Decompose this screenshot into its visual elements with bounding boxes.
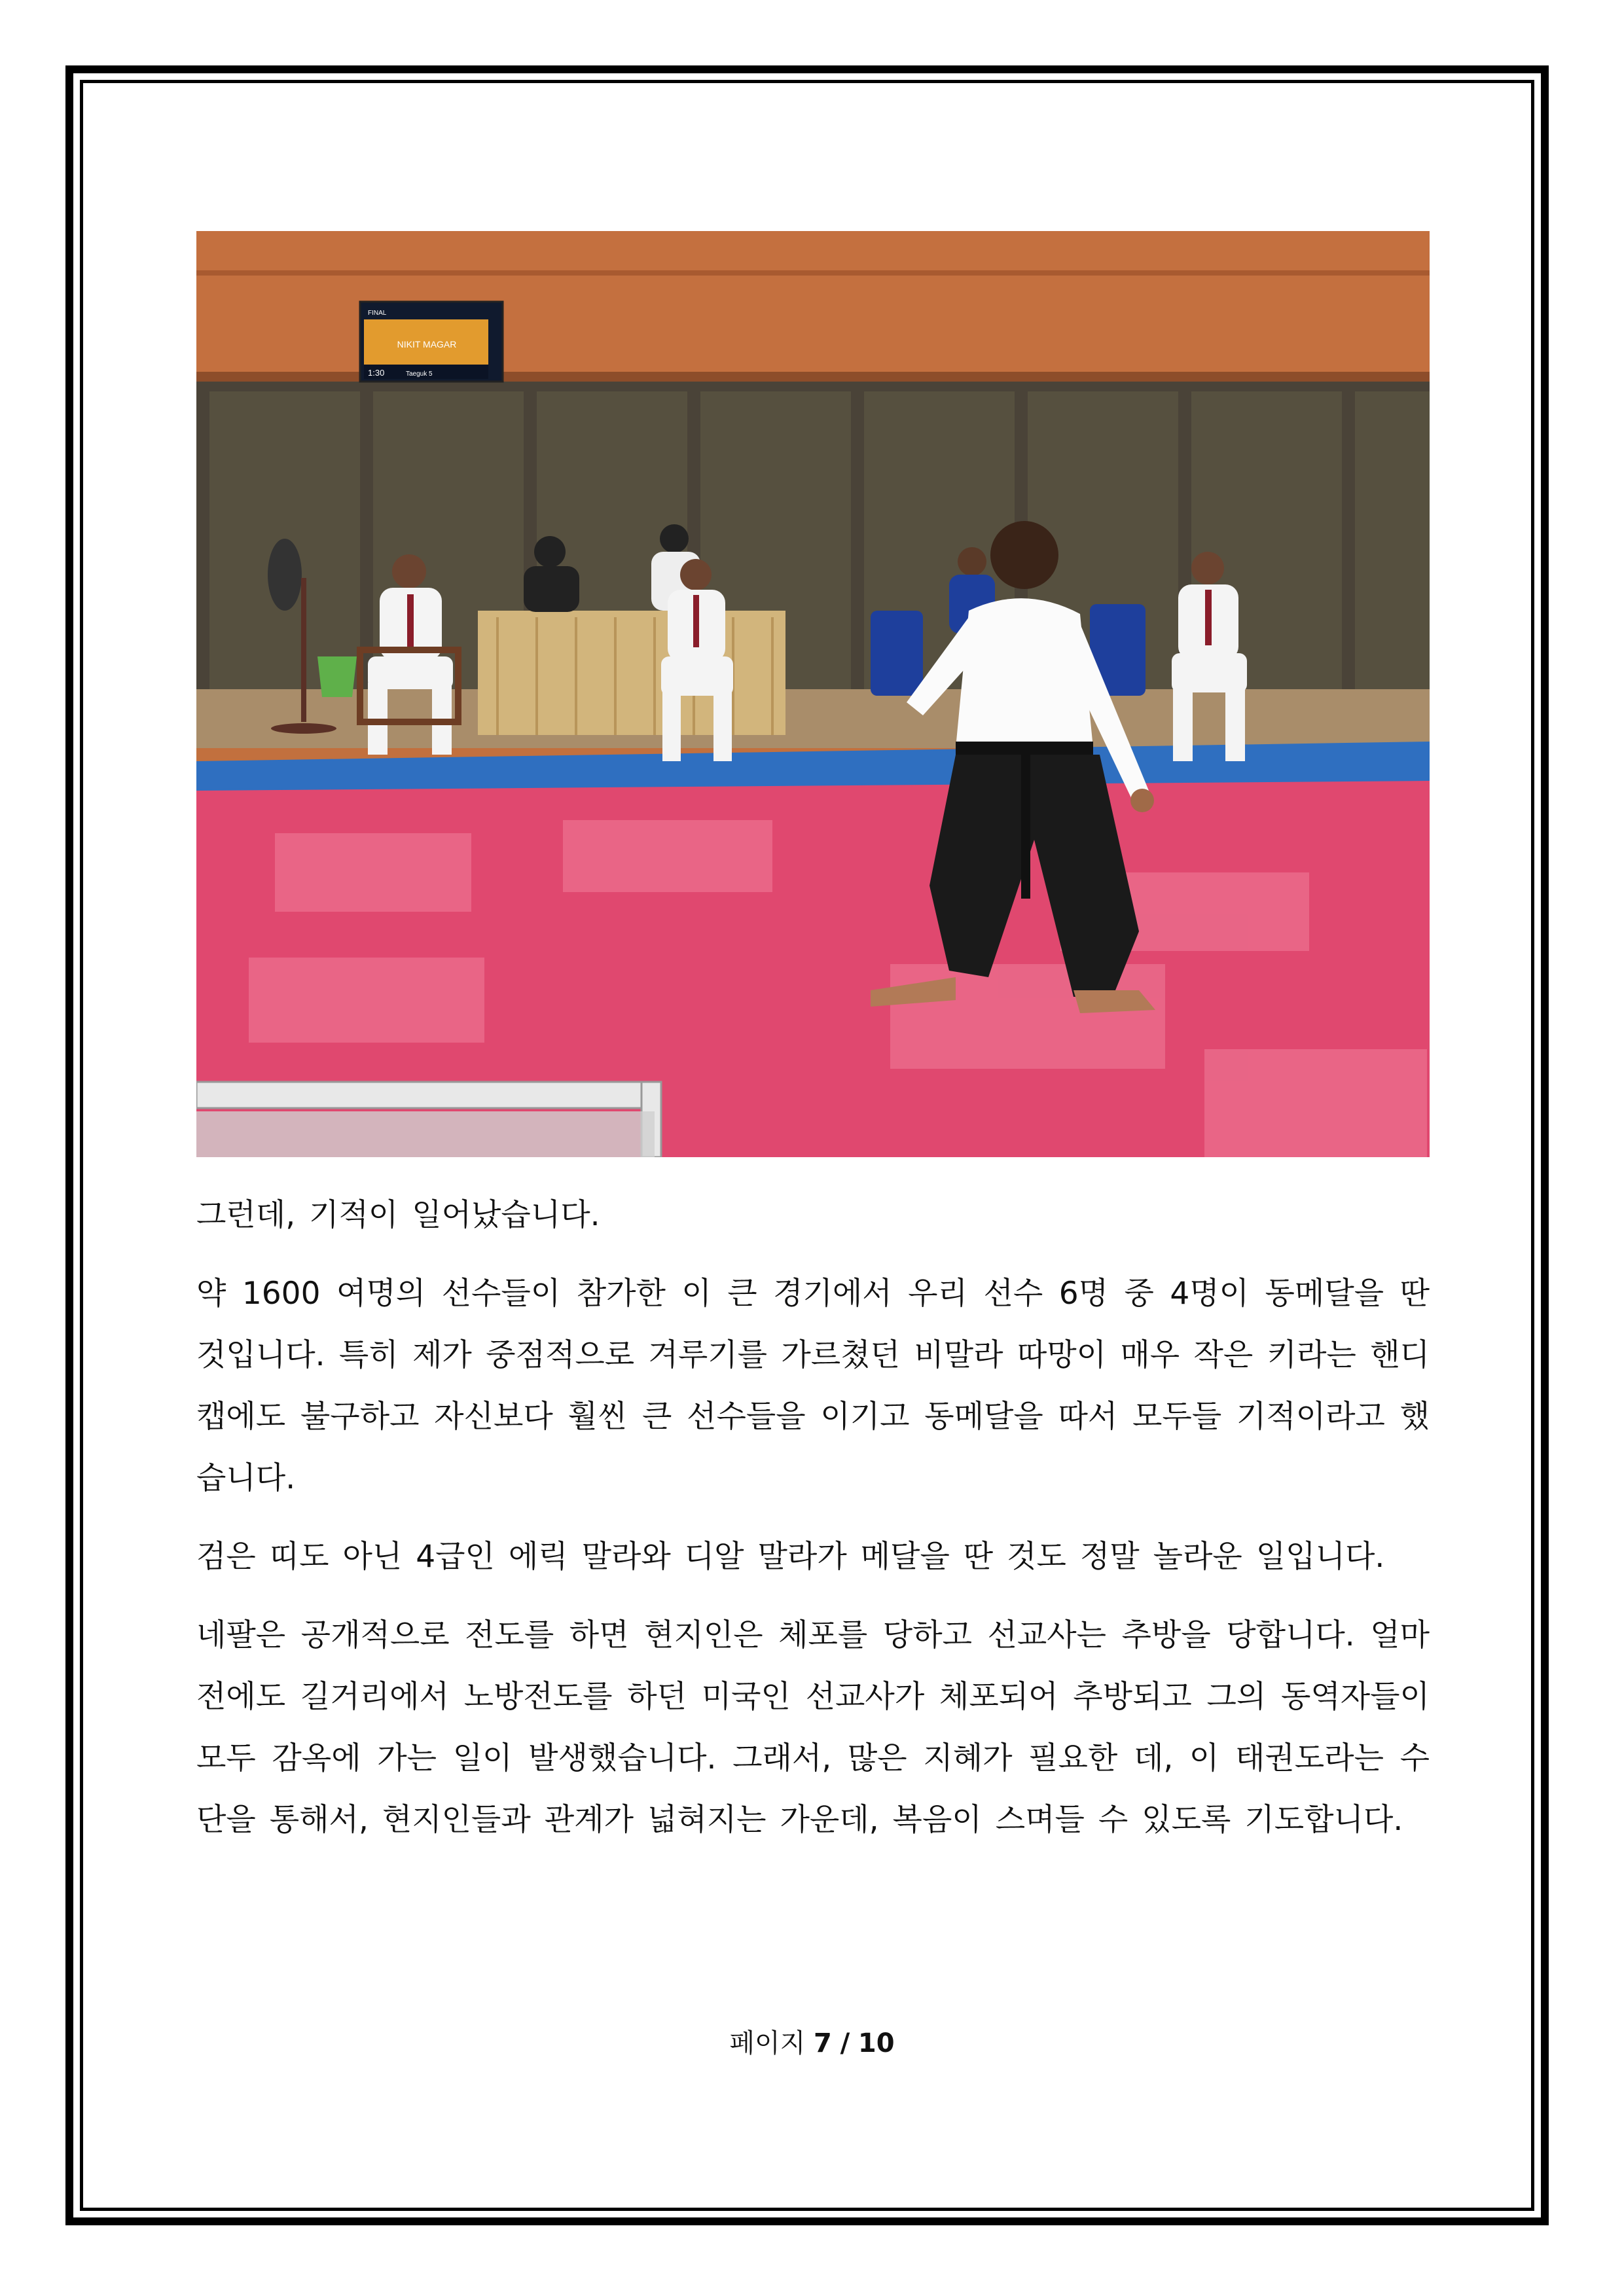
paragraph: 검은 띠도 아닌 4급인 에릭 말라와 디알 말라가 메달을 딴 것도 정말 놀라운 일입니다. [196, 1539, 1385, 1575]
paragraph: 약 1600 여명의 선수들이 참가한 이 큰 경기에서 우리 선수 6명 중 4명이 동메달을 딴 것입니다. 특히 제가 중점적으로 겨루기를 가르쳤던 비말라 따망이 매우 작은 키라는 핸디캡에도 불구하고 자신보다 훨씬 큰 선수들을 이기고 동메달을 따서 모두들 기적이라고 했습니다. [196, 1276, 1430, 1496]
ring-rail [196, 1082, 661, 1157]
scoreboard-time: 1:30 [368, 368, 385, 378]
scoreboard [360, 302, 503, 382]
scoreboard-label: FINAL [368, 310, 387, 317]
page-number-current: 7 [814, 2028, 832, 2058]
page-number-prefix: 페이지 [729, 2028, 806, 2058]
scoreboard-athlete: NIKIT MAGAR [397, 339, 457, 350]
page-number-total: 10 [857, 2028, 895, 2058]
photo-illustration [196, 231, 1430, 1157]
taekwondo-photo [196, 231, 1430, 1157]
paragraph: 네팔은 공개적으로 전도를 하면 현지인은 체포를 당하고 선교사는 추방을 당합니다. 얼마전에도 길거리에서 노방전도를 하던 미국인 선교사가 체포되어 추방되고 그의 동역자들이 모두 감옥에 가는 일이 발생했습니다. 그래서, 많은 지혜가 필요한 데, 이 태권도라는 수단을 통해서, 현지인들과 관계가 넓혀지는 가운데, 복음이 스며들 수 있도록 기도합니다. [196, 1617, 1430, 1838]
article-body [196, 1185, 1430, 1868]
scoreboard-pattern: Taeguk 5 [406, 370, 433, 378]
paragraph: 그런데, 기적이 일어났습니다. [196, 1197, 600, 1233]
page-number [0, 2022, 1624, 2060]
page-number-separator: / [840, 2028, 850, 2058]
